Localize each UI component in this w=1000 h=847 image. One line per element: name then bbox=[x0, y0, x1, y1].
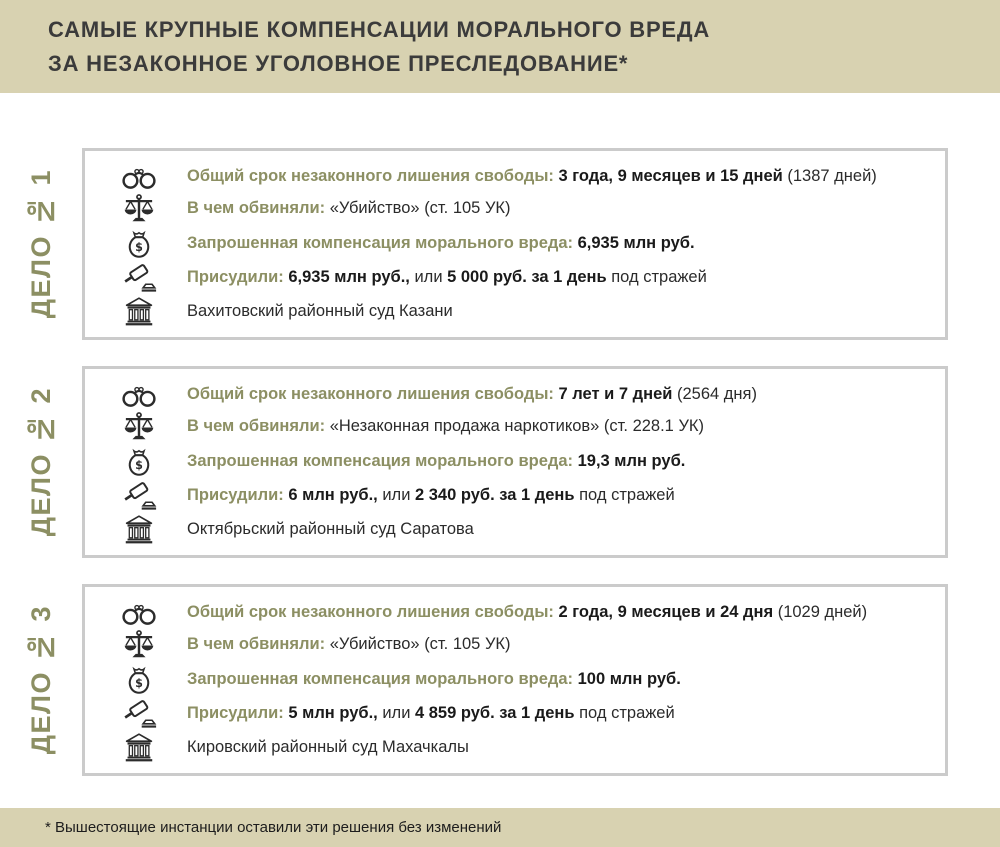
court-icon bbox=[91, 514, 187, 544]
text-segment: 6,935 млн руб., bbox=[288, 268, 415, 287]
case-row-text bbox=[187, 384, 761, 405]
text-segment: 6 млн руб., bbox=[288, 486, 383, 505]
text-segment: «Убийство» (ст. 105 УК) bbox=[329, 635, 511, 654]
case-row-text bbox=[187, 233, 699, 254]
text-segment: Запрошенная компенсация морального вреда: bbox=[187, 451, 578, 470]
case-row-text bbox=[187, 416, 708, 437]
case-row bbox=[91, 663, 939, 695]
case-box bbox=[82, 148, 948, 340]
case-row bbox=[91, 296, 939, 326]
case-row-text bbox=[187, 301, 457, 322]
case-row bbox=[91, 698, 939, 729]
case-row-text bbox=[187, 737, 473, 758]
court-icon bbox=[91, 732, 187, 762]
case-label: ДЕЛО № 2 bbox=[25, 387, 56, 537]
case-label: ДЕЛО № 3 bbox=[25, 605, 56, 755]
case-row bbox=[91, 514, 939, 544]
handcuffs-icon bbox=[91, 162, 187, 191]
cases-container bbox=[0, 93, 1000, 808]
header-band bbox=[0, 0, 1000, 93]
text-segment: В чем обвиняли: bbox=[187, 635, 330, 654]
text-segment: Общий срок незаконного лишения свободы: bbox=[187, 166, 559, 185]
case-row-text bbox=[187, 166, 881, 187]
case-row-text bbox=[187, 485, 679, 506]
text-segment: 100 млн руб. bbox=[577, 669, 681, 688]
text-segment: 2 340 руб. за 1 день bbox=[415, 486, 580, 505]
case-row bbox=[91, 598, 939, 627]
text-segment: «Убийство» (ст. 105 УК) bbox=[329, 199, 511, 218]
text-segment: (1387 дней) bbox=[787, 166, 877, 185]
text-segment: под стражей bbox=[579, 486, 675, 505]
case-row-text bbox=[187, 198, 515, 219]
text-segment: Общий срок незаконного лишения свободы: bbox=[187, 384, 559, 403]
text-segment: 5 млн руб., bbox=[288, 704, 383, 723]
case-row bbox=[91, 194, 939, 224]
case-row bbox=[91, 480, 939, 511]
case-section-1 bbox=[0, 148, 948, 340]
text-segment: 7 лет и 7 дней bbox=[558, 384, 677, 403]
case-row bbox=[91, 380, 939, 409]
handcuffs-icon bbox=[91, 380, 187, 409]
text-segment: 6,935 млн руб. bbox=[577, 233, 695, 252]
svg-text:$: $ bbox=[135, 458, 143, 472]
scales-icon bbox=[91, 194, 187, 224]
text-segment: 4 859 руб. за 1 день bbox=[415, 704, 580, 723]
case-row bbox=[91, 162, 939, 191]
text-segment: или bbox=[382, 704, 415, 723]
page-title bbox=[48, 13, 970, 81]
case-row bbox=[91, 412, 939, 442]
gavel-icon bbox=[91, 262, 187, 293]
case-box bbox=[82, 584, 948, 776]
case-row-text bbox=[187, 602, 871, 623]
text-segment: (2564 дня) bbox=[676, 384, 757, 403]
text-segment: под стражей bbox=[579, 704, 675, 723]
case-row-text bbox=[187, 703, 679, 724]
text-segment: Присудили: bbox=[187, 486, 289, 505]
svg-text:$: $ bbox=[135, 676, 143, 690]
text-segment: 19,3 млн руб. bbox=[577, 451, 686, 470]
text-segment: 5 000 руб. за 1 день bbox=[447, 268, 612, 287]
text-segment: под стражей bbox=[611, 268, 707, 287]
case-row-text bbox=[187, 519, 478, 540]
svg-text:$: $ bbox=[135, 240, 143, 254]
text-segment: (1029 дней) bbox=[777, 602, 868, 621]
footer-band bbox=[0, 808, 1000, 847]
case-row-text bbox=[187, 267, 711, 288]
text-segment: Кировский районный суд Махачкалы bbox=[187, 738, 469, 757]
text-segment: Вахитовский районный суд Казани bbox=[187, 302, 453, 321]
money-bag-icon bbox=[91, 227, 187, 259]
text-segment: Общий срок незаконного лишения свободы: bbox=[187, 602, 559, 621]
case-section-2 bbox=[0, 366, 948, 558]
text-segment: 2 года, 9 месяцев и 24 дня bbox=[558, 602, 778, 621]
handcuffs-icon bbox=[91, 598, 187, 627]
scales-icon bbox=[91, 630, 187, 660]
text-segment: В чем обвиняли: bbox=[187, 199, 330, 218]
case-row bbox=[91, 630, 939, 660]
gavel-icon bbox=[91, 698, 187, 729]
court-icon bbox=[91, 296, 187, 326]
title-line-1: САМЫЕ КРУПНЫЕ КОМПЕНСАЦИИ МОРАЛЬНОГО ВРЕДА bbox=[48, 17, 711, 42]
text-segment: 3 года, 9 месяцев и 15 дней bbox=[558, 166, 788, 185]
case-row-text bbox=[187, 451, 689, 472]
text-segment: Присудили: bbox=[187, 704, 289, 723]
gavel-icon bbox=[91, 480, 187, 511]
case-label: ДЕЛО № 1 bbox=[25, 169, 56, 319]
text-segment: или bbox=[382, 486, 415, 505]
case-section-3 bbox=[0, 584, 948, 776]
text-segment: Октябрьский районный суд Саратова bbox=[187, 520, 474, 539]
case-row bbox=[91, 227, 939, 259]
case-label-column bbox=[0, 148, 82, 340]
case-row-text bbox=[187, 634, 515, 655]
case-box bbox=[82, 366, 948, 558]
case-row bbox=[91, 445, 939, 477]
case-label-column bbox=[0, 584, 82, 776]
scales-icon bbox=[91, 412, 187, 442]
text-segment: «Незаконная продажа наркотиков» (ст. 228.1 УК) bbox=[329, 417, 705, 436]
case-row bbox=[91, 262, 939, 293]
text-segment: или bbox=[414, 268, 448, 287]
text-segment: Запрошенная компенсация морального вреда: bbox=[187, 669, 578, 688]
case-label-column bbox=[0, 366, 82, 558]
case-row bbox=[91, 732, 939, 762]
title-line-2: ЗА НЕЗАКОННОЕ УГОЛОВНОЕ ПРЕСЛЕДОВАНИЕ* bbox=[48, 51, 629, 76]
case-row-text bbox=[187, 669, 685, 690]
footnote: * Вышестоящие инстанции оставили эти решения без изменений bbox=[45, 819, 502, 836]
text-segment: Присудили: bbox=[187, 268, 289, 287]
money-bag-icon bbox=[91, 445, 187, 477]
text-segment: Запрошенная компенсация морального вреда: bbox=[187, 233, 578, 252]
text-segment: В чем обвиняли: bbox=[187, 417, 330, 436]
money-bag-icon bbox=[91, 663, 187, 695]
